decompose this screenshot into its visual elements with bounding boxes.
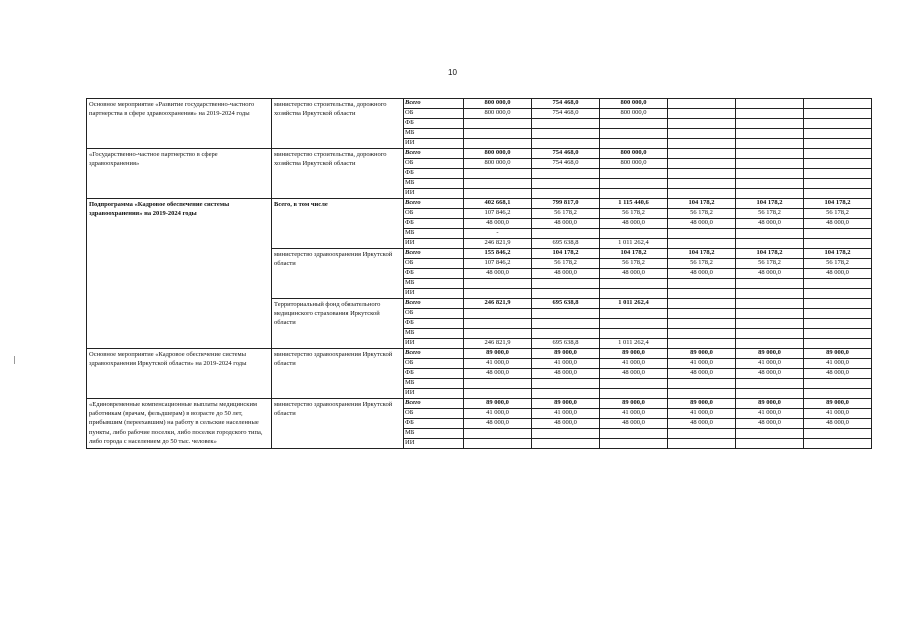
amount-cell: 48 000,0 [668,219,736,229]
amount-cell [464,119,532,129]
funding-source: МБ [404,379,464,389]
budget-table-body [87,99,872,449]
amount-cell: - [464,229,532,239]
amount-cell [532,189,600,199]
amount-cell [804,169,872,179]
amount-cell [464,129,532,139]
funding-source: ФБ [404,219,464,229]
amount-cell: 48 000,0 [464,269,532,279]
amount-cell: 48 000,0 [736,219,804,229]
amount-cell: 104 178,2 [736,249,804,259]
amount-cell [804,309,872,319]
amount-cell: 48 000,0 [736,419,804,429]
amount-cell [464,189,532,199]
amount-cell [804,99,872,109]
amount-cell [600,189,668,199]
margin-mark [14,356,15,364]
amount-cell [736,99,804,109]
amount-cell [600,309,668,319]
amount-cell [532,439,600,449]
amount-cell: 48 000,0 [532,419,600,429]
amount-cell [600,169,668,179]
amount-cell [804,159,872,169]
amount-cell: 800 000,0 [600,99,668,109]
amount-cell: 89 000,0 [668,399,736,409]
amount-cell [668,329,736,339]
amount-cell [668,389,736,399]
executor-name: Всего, в том числе [272,199,404,249]
amount-cell [464,289,532,299]
funding-source: ОБ [404,159,464,169]
amount-cell: 754 468,0 [532,149,600,159]
amount-cell [736,179,804,189]
amount-cell [532,169,600,179]
amount-cell [736,389,804,399]
amount-cell: 56 178,2 [532,259,600,269]
amount-cell [600,129,668,139]
amount-cell: 48 000,0 [464,419,532,429]
amount-cell [600,389,668,399]
amount-cell: 800 000,0 [600,149,668,159]
amount-cell: 48 000,0 [532,219,600,229]
funding-source: МБ [404,129,464,139]
amount-cell [464,169,532,179]
amount-cell [600,119,668,129]
amount-cell [464,389,532,399]
amount-cell: 56 178,2 [600,209,668,219]
funding-source: МБ [404,429,464,439]
amount-cell: 89 000,0 [464,349,532,359]
executor-name: министерство строительства, дорожного хозяйства Иркутской области [272,149,404,199]
amount-cell: 1 011 262,4 [600,339,668,349]
amount-cell: 800 000,0 [600,109,668,119]
amount-cell [668,339,736,349]
amount-cell [532,139,600,149]
amount-cell [736,329,804,339]
funding-source: ФБ [404,119,464,129]
amount-cell: 41 000,0 [668,359,736,369]
amount-cell: 48 000,0 [804,369,872,379]
amount-cell [804,429,872,439]
funding-source: ОБ [404,109,464,119]
amount-cell [464,439,532,449]
amount-cell: 246 821,9 [464,299,532,309]
amount-cell: 56 178,2 [804,259,872,269]
measure-name: Основное мероприятие «Развитие государственно-частного партнерства в сфере здравоохранения» на 2019-2024 годы [87,99,272,149]
amount-cell [668,289,736,299]
amount-cell [804,149,872,159]
funding-source: ИИ [404,289,464,299]
amount-cell [600,229,668,239]
executor-name: министерство здравоохранения Иркутской области [272,249,404,299]
amount-cell [600,139,668,149]
amount-cell [736,279,804,289]
amount-cell: 89 000,0 [600,349,668,359]
amount-cell [804,389,872,399]
amount-cell [668,189,736,199]
amount-cell: 41 000,0 [464,359,532,369]
funding-source: Всего [404,249,464,259]
amount-cell: 48 000,0 [736,269,804,279]
amount-cell: 48 000,0 [464,369,532,379]
amount-cell [668,299,736,309]
amount-cell [668,149,736,159]
amount-cell [736,299,804,309]
measure-name: Подпрограмма «Кадровое обеспечение системы здравоохранения» на 2019-2024 годы [87,199,272,349]
amount-cell: 56 178,2 [668,209,736,219]
funding-source: ИИ [404,439,464,449]
funding-source: ОБ [404,259,464,269]
funding-source: ИИ [404,139,464,149]
amount-cell: 1 011 262,4 [600,239,668,249]
amount-cell: 41 000,0 [736,359,804,369]
amount-cell [464,429,532,439]
amount-cell [600,279,668,289]
funding-source: ИИ [404,189,464,199]
amount-cell [668,129,736,139]
amount-cell [668,229,736,239]
funding-source: ФБ [404,319,464,329]
amount-cell [804,129,872,139]
amount-cell: 107 846,2 [464,259,532,269]
amount-cell [464,279,532,289]
amount-cell: 89 000,0 [736,349,804,359]
measure-name: «Государственно-частное партнерство в сфере здравоохранения» [87,149,272,199]
executor-name: министерство здравоохранения Иркутской области [272,349,404,399]
amount-cell: 48 000,0 [804,269,872,279]
amount-cell [736,229,804,239]
amount-cell [668,109,736,119]
funding-source: МБ [404,229,464,239]
amount-cell: 41 000,0 [532,359,600,369]
funding-source: Всего [404,399,464,409]
amount-cell: 56 178,2 [600,259,668,269]
amount-cell: 89 000,0 [464,399,532,409]
amount-cell [736,149,804,159]
amount-cell [532,229,600,239]
amount-cell [736,189,804,199]
amount-cell [600,289,668,299]
amount-cell: 695 638,8 [532,339,600,349]
amount-cell [464,179,532,189]
amount-cell: 800 000,0 [464,159,532,169]
amount-cell [600,439,668,449]
amount-cell: 41 000,0 [464,409,532,419]
amount-cell: 48 000,0 [668,369,736,379]
amount-cell [668,169,736,179]
amount-cell [736,309,804,319]
amount-cell [668,239,736,249]
funding-source: Всего [404,149,464,159]
amount-cell: 246 821,9 [464,239,532,249]
amount-cell: 800 000,0 [464,99,532,109]
funding-source: МБ [404,279,464,289]
amount-cell [736,439,804,449]
executor-name: Территориальный фонд обязательного медицинского страхования Иркутской области [272,299,404,349]
amount-cell: 89 000,0 [600,399,668,409]
amount-cell: 41 000,0 [532,409,600,419]
amount-cell [464,309,532,319]
page-number: 10 [448,68,457,77]
amount-cell [736,319,804,329]
amount-cell [804,189,872,199]
amount-cell: 89 000,0 [532,349,600,359]
amount-cell: 402 668,1 [464,199,532,209]
amount-cell: 800 000,0 [600,159,668,169]
amount-cell: 800 000,0 [464,109,532,119]
amount-cell: 41 000,0 [668,409,736,419]
amount-cell [804,329,872,339]
amount-cell [600,429,668,439]
amount-cell [804,229,872,239]
amount-cell: 89 000,0 [804,349,872,359]
funding-source: ОБ [404,409,464,419]
amount-cell [668,179,736,189]
amount-cell [532,309,600,319]
table-row [87,199,872,209]
amount-cell: 48 000,0 [668,269,736,279]
funding-source: ОБ [404,309,464,319]
amount-cell: 56 178,2 [736,259,804,269]
amount-cell: 41 000,0 [600,359,668,369]
funding-source: ОБ [404,209,464,219]
table-row [87,149,872,159]
amount-cell [804,439,872,449]
amount-cell: 48 000,0 [668,419,736,429]
funding-source: ФБ [404,269,464,279]
amount-cell [532,429,600,439]
amount-cell [668,159,736,169]
funding-source: МБ [404,179,464,189]
funding-source: ФБ [404,369,464,379]
amount-cell: 89 000,0 [804,399,872,409]
amount-cell [736,289,804,299]
amount-cell [532,279,600,289]
amount-cell: 41 000,0 [804,409,872,419]
amount-cell [600,179,668,189]
amount-cell: 104 178,2 [600,249,668,259]
amount-cell: 754 468,0 [532,99,600,109]
amount-cell: 56 178,2 [804,209,872,219]
amount-cell: 89 000,0 [532,399,600,409]
amount-cell: 48 000,0 [736,369,804,379]
amount-cell [464,329,532,339]
amount-cell: 48 000,0 [804,219,872,229]
amount-cell [736,159,804,169]
amount-cell [532,389,600,399]
amount-cell: 48 000,0 [804,419,872,429]
funding-source: ФБ [404,169,464,179]
amount-cell [736,429,804,439]
table-row [87,399,872,409]
amount-cell [668,309,736,319]
amount-cell: 754 468,0 [532,109,600,119]
funding-source: Всего [404,99,464,109]
amount-cell: 48 000,0 [600,219,668,229]
funding-source: Всего [404,349,464,359]
amount-cell [804,339,872,349]
amount-cell [736,379,804,389]
funding-source: ИИ [404,239,464,249]
amount-cell: 800 000,0 [464,149,532,159]
amount-cell: 89 000,0 [736,399,804,409]
funding-source: ФБ [404,419,464,429]
amount-cell [600,319,668,329]
amount-cell [804,119,872,129]
funding-source: ИИ [404,339,464,349]
amount-cell: 48 000,0 [464,219,532,229]
amount-cell: 246 821,9 [464,339,532,349]
amount-cell [804,139,872,149]
amount-cell [804,179,872,189]
amount-cell: 41 000,0 [804,359,872,369]
amount-cell: 48 000,0 [532,269,600,279]
amount-cell [464,319,532,329]
amount-cell [464,379,532,389]
amount-cell: 41 000,0 [736,409,804,419]
amount-cell [668,319,736,329]
amount-cell [668,439,736,449]
amount-cell: 48 000,0 [532,369,600,379]
amount-cell [736,129,804,139]
amount-cell [532,329,600,339]
executor-name: министерство здравоохранения Иркутской области [272,399,404,449]
amount-cell: 56 178,2 [532,209,600,219]
amount-cell: 104 178,2 [668,249,736,259]
amount-cell [668,119,736,129]
amount-cell: 56 178,2 [736,209,804,219]
amount-cell: 155 846,2 [464,249,532,259]
amount-cell: 107 846,2 [464,209,532,219]
amount-cell [532,319,600,329]
amount-cell [804,319,872,329]
amount-cell: 48 000,0 [600,419,668,429]
amount-cell [736,339,804,349]
amount-cell [532,179,600,189]
amount-cell: 56 178,2 [668,259,736,269]
funding-source: Всего [404,299,464,309]
amount-cell [804,109,872,119]
amount-cell [668,279,736,289]
funding-source: Всего [404,199,464,209]
amount-cell [736,139,804,149]
amount-cell: 104 178,2 [804,249,872,259]
measure-name: «Единовременные компенсационные выплаты медицинским работникам (врачам, фельдшерам) в возрасте до 50 лет, прибывшим (переехавшим) на работу в сельские населенные пункты, либо рабочие поселки, либо поселки городского типа, либо города с населением до 50 тыс. человек» [87,399,272,449]
amount-cell: 1 011 262,4 [600,299,668,309]
amount-cell: 89 000,0 [668,349,736,359]
amount-cell: 104 178,2 [668,199,736,209]
amount-cell: 104 178,2 [736,199,804,209]
amount-cell: 1 115 440,6 [600,199,668,209]
amount-cell [804,299,872,309]
amount-cell: 104 178,2 [804,199,872,209]
amount-cell [736,239,804,249]
amount-cell [736,169,804,179]
amount-cell: 799 817,0 [532,199,600,209]
amount-cell [668,379,736,389]
amount-cell [600,329,668,339]
amount-cell [532,119,600,129]
amount-cell: 695 638,8 [532,299,600,309]
amount-cell [736,119,804,129]
amount-cell [668,429,736,439]
funding-source: ИИ [404,389,464,399]
amount-cell [804,379,872,389]
amount-cell [804,289,872,299]
executor-name: министерство строительства, дорожного хозяйства Иркутской области [272,99,404,149]
measure-name: Основное мероприятие «Кадровое обеспечение системы здравоохранения Иркутской области» на 2019-2024 годы [87,349,272,399]
amount-cell: 48 000,0 [600,269,668,279]
amount-cell: 48 000,0 [600,369,668,379]
amount-cell [668,139,736,149]
amount-cell [532,379,600,389]
amount-cell [464,139,532,149]
amount-cell: 754 468,0 [532,159,600,169]
amount-cell [804,279,872,289]
funding-source: ОБ [404,359,464,369]
table-row [87,349,872,359]
amount-cell [532,129,600,139]
amount-cell [532,289,600,299]
amount-cell [600,379,668,389]
amount-cell: 41 000,0 [600,409,668,419]
table-row [87,99,872,109]
amount-cell [804,239,872,249]
budget-table [86,98,872,449]
amount-cell [736,109,804,119]
amount-cell [668,99,736,109]
amount-cell: 104 178,2 [532,249,600,259]
funding-source: МБ [404,329,464,339]
amount-cell: 695 638,8 [532,239,600,249]
